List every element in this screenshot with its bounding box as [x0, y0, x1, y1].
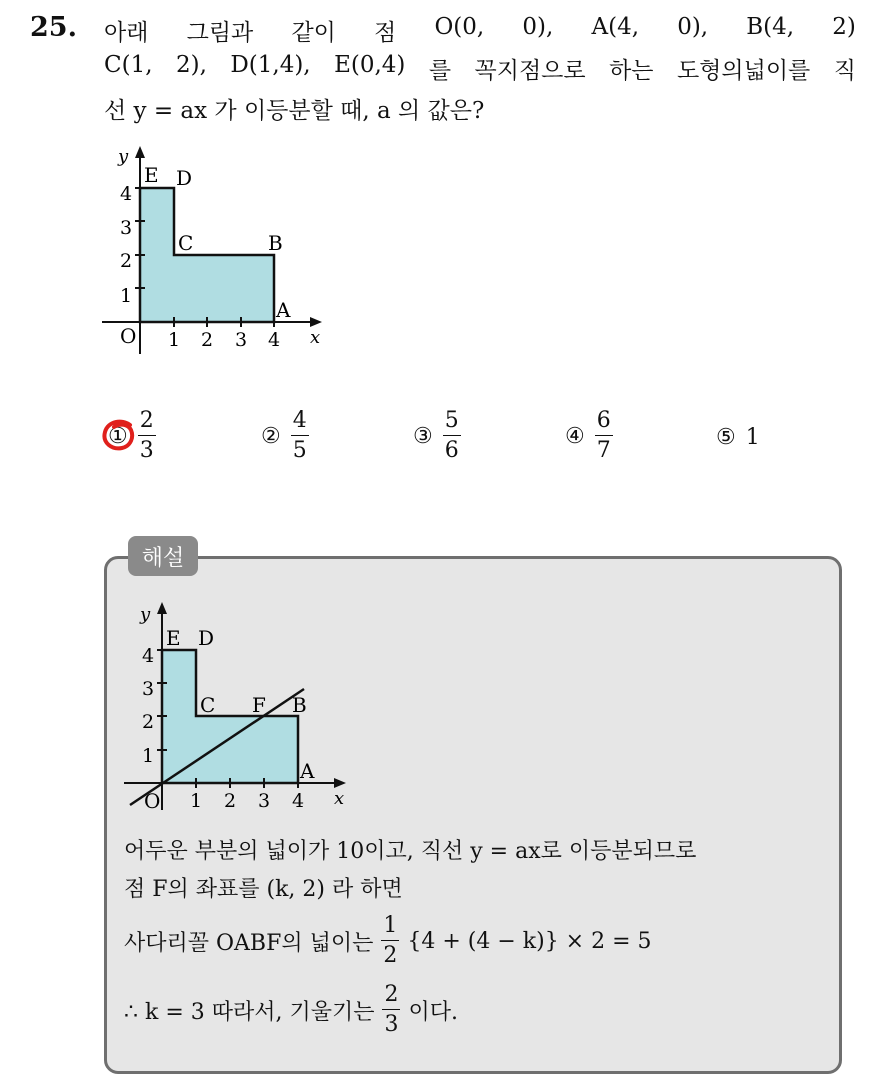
question-word: O(0,	[434, 14, 485, 40]
x-axis-label: x	[334, 788, 345, 809]
question-figure	[96, 140, 336, 360]
y-tick-label: 3	[142, 678, 155, 700]
origin-label: O	[144, 789, 161, 813]
question-word: E(0,4)	[334, 52, 406, 78]
x-tick-label: 3	[258, 790, 271, 812]
fraction-numerator: 6	[595, 410, 613, 436]
y-axis-label: y	[140, 604, 151, 625]
point-label-c: C	[178, 231, 194, 255]
y-tick-label: 2	[142, 711, 155, 733]
question-line-2	[104, 52, 856, 85]
point-label-a: A	[300, 759, 315, 783]
fraction-denominator: 2	[383, 943, 398, 968]
choice-fraction	[138, 410, 156, 462]
y-tick-label: 4	[120, 183, 133, 205]
solution-text: ∴ k = 3 따라서, 기울기는	[124, 999, 375, 1025]
point-label-c: C	[200, 693, 216, 717]
choice-marker: ②	[261, 423, 281, 449]
fraction-denominator: 6	[444, 438, 459, 463]
point-label-b: B	[292, 693, 307, 717]
y-axis-arrow-icon	[157, 602, 167, 614]
fraction-numerator: 2	[138, 410, 156, 436]
y-axis-label: y	[118, 146, 129, 167]
y-tick-label: 1	[142, 745, 155, 767]
x-tick-label: 1	[190, 790, 203, 812]
question-word: 2),	[175, 52, 207, 78]
x-tick-label: 3	[235, 329, 248, 351]
question-word: A(4,	[591, 14, 640, 40]
choice-5[interactable]	[716, 425, 760, 450]
y-tick-label: 3	[120, 217, 133, 239]
solution-line-1: 어두운 부분의 넓이가 10이고, 직선 y = ax로 이등분되므로	[124, 839, 697, 864]
fraction-numerator: 4	[291, 410, 309, 436]
x-tick-label: 4	[292, 790, 305, 812]
fraction-denominator: 3	[384, 1012, 399, 1037]
question-word: C(1,	[104, 52, 153, 78]
choice-4[interactable]	[565, 410, 613, 462]
solution-text: {4 + (4 − k)} × 2 = 5	[407, 928, 652, 954]
solution-text: 이다.	[408, 999, 458, 1025]
question-word: B(4,	[746, 14, 795, 40]
solution-line-2: 점 F의 좌표를 (k, 2) 라 하면	[124, 877, 403, 902]
question-word: 도형의넓이를	[676, 58, 811, 84]
solution-line-3	[124, 915, 652, 967]
fraction-denominator: 5	[292, 438, 307, 463]
solution-fraction	[381, 915, 399, 967]
question-word: 2)	[832, 14, 856, 40]
choice-fraction	[291, 410, 309, 462]
question-word: 직	[833, 58, 856, 84]
choice-1[interactable]	[108, 410, 156, 462]
y-axis-arrow-icon	[135, 146, 145, 158]
question-line-3: 선 y = ax 가 이등분할 때, a 의 값은?	[104, 98, 485, 124]
fraction-numerator: 1	[381, 915, 399, 941]
choice-fraction	[443, 410, 461, 462]
choice-marker: ④	[565, 423, 585, 449]
x-axis-arrow-icon	[334, 778, 346, 788]
fraction-denominator: 3	[139, 438, 154, 463]
point-label-f: F	[252, 693, 266, 717]
point-label-e: E	[144, 163, 159, 187]
shape-region	[162, 650, 298, 783]
solution-fraction	[382, 984, 400, 1036]
y-tick-label: 2	[120, 250, 133, 272]
point-label-a: A	[276, 298, 291, 322]
choice-text: 1	[745, 425, 760, 450]
question-word: 같이	[291, 20, 336, 46]
question-line-1	[104, 14, 856, 47]
point-label-d: D	[198, 626, 215, 650]
selected-circle-icon	[100, 417, 138, 455]
point-label-d: D	[176, 166, 193, 190]
solution-figure	[118, 596, 358, 818]
question-word: 아래	[104, 20, 149, 46]
x-tick-label: 2	[201, 329, 214, 351]
fraction-numerator: 5	[443, 410, 461, 436]
question-word: 0),	[677, 14, 709, 40]
question-word: 그림과	[186, 20, 254, 46]
x-axis-arrow-icon	[310, 317, 322, 327]
y-tick-label: 4	[142, 645, 155, 667]
solution-tag: 해설	[128, 536, 198, 576]
choice-marker: ①	[108, 423, 128, 449]
origin-label: O	[120, 324, 137, 348]
choice-2[interactable]	[261, 410, 309, 462]
choice-marker-wrap	[108, 424, 128, 449]
solution-line-4	[124, 984, 458, 1036]
x-tick-label: 1	[168, 329, 181, 351]
choice-fraction	[595, 410, 613, 462]
question-word: 꼭지점으로	[474, 58, 586, 84]
choice-3[interactable]	[413, 410, 461, 462]
shape-region	[140, 188, 274, 322]
y-tick-label: 1	[120, 285, 133, 307]
x-tick-label: 4	[268, 329, 281, 351]
question-word: 를	[428, 58, 452, 84]
question-word: D(1,4),	[230, 52, 311, 78]
question-word: 0),	[522, 14, 554, 40]
choice-marker: ⑤	[716, 425, 736, 450]
choice-marker: ③	[413, 423, 433, 449]
fraction-numerator: 2	[382, 984, 400, 1010]
question-word: 점	[374, 20, 397, 46]
x-tick-label: 2	[224, 790, 237, 812]
x-axis-label: x	[310, 327, 321, 348]
question-word: 하는	[609, 58, 654, 84]
solution-text: 사다리꼴 OABF의 넓이는	[124, 930, 374, 956]
point-label-b: B	[268, 231, 283, 255]
point-label-e: E	[166, 626, 181, 650]
question-number: 25.	[30, 12, 77, 43]
fraction-denominator: 7	[596, 438, 611, 463]
